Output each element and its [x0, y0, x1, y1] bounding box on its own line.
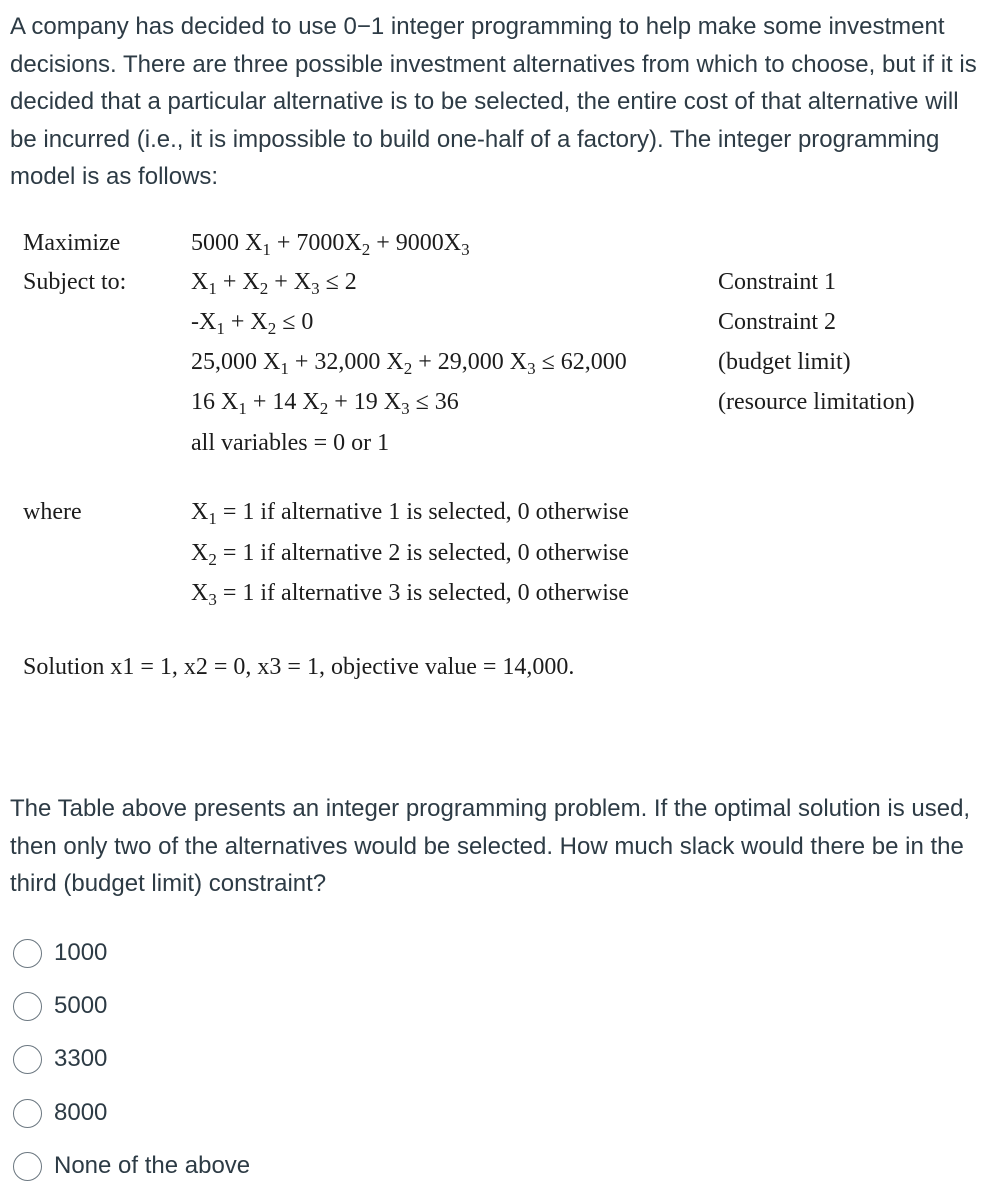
definition-x1-text: = 1 if alternative 1 is selected, 0 otherwise	[222, 499, 629, 525]
resource-constraint-expression: 16 $X_1 + 14$ $X_2 + 19$ $X_3 \le 36$	[191, 389, 459, 418]
definition-x1: $X_1 = 1$ if alternative 1 is selected, 0 otherwise	[191, 499, 629, 528]
subject-to-label: Subject to:	[23, 269, 127, 295]
option-label: 1000	[54, 939, 108, 966]
radio-button-icon[interactable]	[13, 992, 42, 1021]
radio-button-icon[interactable]	[13, 1045, 42, 1074]
problem-intro: A company has decided to use 0−1 integer programming to help make some investment decisions. There are three possible investment alternatives from which to choose, but if it is decided that a particular alternative is to be selected, the entire cost of that alternative will be incurred (i.e., it is impossible to build one-half of a factory). The integer programming model is as follows:	[10, 13, 977, 190]
where-label: where	[23, 499, 82, 525]
resource-constraint-label: (resource limitation)	[718, 389, 915, 415]
definition-x2-text: = 1 if alternative 2 is selected, 0 otherwise	[222, 540, 629, 566]
constraint-2-expression: $-X_1 + X_2 \le 0$	[191, 309, 314, 338]
option-none-of-the-above[interactable]	[13, 1148, 250, 1184]
definition-x2: $X_2 = 1$ if alternative 2 is selected, 0 otherwise	[191, 540, 629, 569]
constraint-1-label: Constraint 1	[718, 269, 836, 295]
option-label: 8000	[54, 1099, 108, 1126]
question-text: The Table above presents an integer programming problem. If the optimal solution is used, then only two of the alternatives would be selected. How much slack would there be in the third (budget limit) constraint?	[10, 795, 971, 897]
option-8000[interactable]	[13, 1095, 107, 1131]
maximize-label: Maximize	[23, 230, 121, 256]
objective-function: 5000 $X_1 + 7000X_2 + 9000X_3$	[191, 230, 470, 259]
definition-x3-text: = 1 if alternative 3 is selected, 0 otherwise	[222, 580, 629, 606]
option-5000[interactable]	[13, 988, 107, 1024]
budget-constraint-label: (budget limit)	[718, 349, 851, 375]
budget-constraint-expression: 25,000 $X_1 + 32,000$ $X_2 + 29,000$ $X_3 \le 62,000$	[191, 349, 627, 378]
option-3300[interactable]	[13, 1041, 107, 1077]
constraint-1-expression: $X_1 + X_2 + X_3 \le 2$	[191, 269, 357, 298]
radio-button-icon[interactable]	[13, 939, 42, 968]
option-label: None of the above	[54, 1152, 251, 1179]
definition-x3: $X_3 = 1$ if alternative 3 is selected, 0 otherwise	[191, 580, 629, 609]
option-1000[interactable]	[13, 935, 107, 971]
radio-button-icon[interactable]	[13, 1152, 42, 1181]
option-label: 3300	[54, 1045, 108, 1072]
binary-variables-note: all variables = 0 or 1	[191, 430, 390, 456]
solution-line: Solution x1 = 1, x2 = 0, x3 = 1, objective value = 14,000.	[23, 654, 575, 680]
constraint-2-label: Constraint 2	[718, 309, 836, 335]
option-label: 5000	[54, 992, 108, 1019]
radio-button-icon[interactable]	[13, 1099, 42, 1128]
